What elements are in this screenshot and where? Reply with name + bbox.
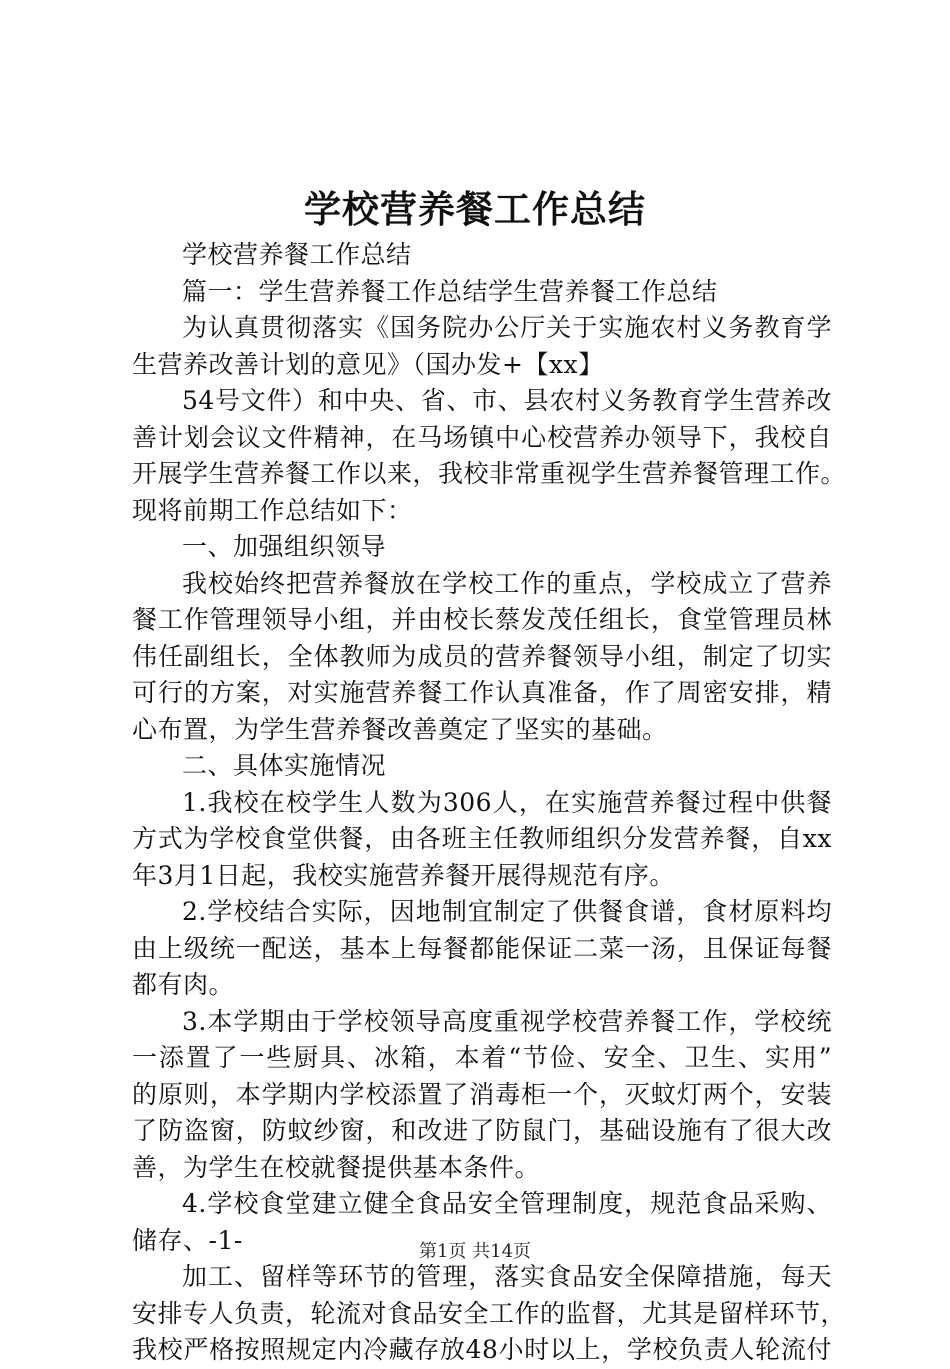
body-line: 3.本学期由于学校领导高度重视学校营养餐工作，学校统 <box>182 1006 832 1036</box>
body-line: 4.学校食堂建立健全食品安全管理制度，规范食品采购、 <box>182 1189 832 1218</box>
body-line: 心布置，为学生营养餐改善奠定了坚实的基础。 <box>132 714 668 744</box>
body-line: 现将前期工作总结如下： <box>132 495 413 525</box>
body-line: 的原则，本学期内学校添置了消毒柜一个，灭蚊灯两个，安装 <box>132 1079 832 1109</box>
document-title: 学校营养餐工作总结 <box>304 187 646 231</box>
body-line: 1.我校在校学生人数为306人，在实施营养餐过程中供餐 <box>182 787 832 817</box>
body-line: 我校始终把营养餐放在学校工作的重点，学校成立了营养 <box>182 568 832 598</box>
page-footer: 第1页 共14页 <box>418 1241 532 1262</box>
document-body <box>132 237 847 1369</box>
body-line: 了防盗窗，防蚊纱窗，和改进了防鼠门，基础设施有了很大改 <box>132 1116 832 1145</box>
body-line: 篇一：学生营养餐工作总结学生营养餐工作总结 <box>182 276 718 306</box>
section-heading: 一、加强组织领导 <box>182 532 387 561</box>
body-line: 生营养改善计划的意见》（国办发+【xx】 <box>132 349 604 379</box>
body-line: 储存、-1- <box>132 1225 243 1255</box>
body-line: 可行的方案，对实施营养餐工作认真准备，作了周密安排，精 <box>132 678 832 707</box>
body-line: 伟任副组长，全体教师为成员的营养餐领导小组，制定了切实 <box>132 641 832 671</box>
body-line: 安排专人负责，轮流对食品安全工作的监督，尤其是留样环节， <box>132 1298 847 1328</box>
body-line: 餐工作管理领导小组，并由校长蔡发茂任组长，食堂管理员林 <box>132 605 832 634</box>
body-line: 为认真贯彻落实《国务院办公厅关于实施农村义务教育学 <box>182 313 832 342</box>
body-line: 方式为学校食堂供餐，由各班主任教师组织分发营养餐，自xx <box>132 824 832 853</box>
body-line: 一添置了一些厨具、冰箱，本着“节俭、安全、卫生、实用” <box>132 1043 832 1072</box>
body-line: 年3月1日起，我校实施营养餐开展得规范有序。 <box>132 860 675 890</box>
body-line: 善，为学生在校就餐提供基本条件。 <box>132 1152 541 1182</box>
body-line: 善计划会议文件精神，在马场镇中心校营养办领导下，我校自 <box>132 422 832 452</box>
body-line: 加工、留样等环节的管理，落实食品安全保障措施，每天 <box>182 1262 832 1291</box>
body-line: 54号文件）和中央、省、市、县农村义务教育学生营养改 <box>182 386 832 415</box>
body-line: 2.学校结合实际，因地制宜制定了供餐食谱，食材原料均 <box>182 897 832 926</box>
body-line: 由上级统一配送，基本上每餐都能保证二菜一汤，且保证每餐 <box>132 933 832 963</box>
body-line: 学校营养餐工作总结 <box>182 240 412 269</box>
body-line: 开展学生营养餐工作以来，我校非常重视学生营养餐管理工作。 <box>132 459 847 488</box>
body-line: 我校严格按照规定内冷藏存放48小时以上，学校负责人轮流付 <box>132 1335 832 1364</box>
body-line: 都有肉。 <box>132 970 235 999</box>
section-heading: 二、具体实施情况 <box>182 751 387 780</box>
